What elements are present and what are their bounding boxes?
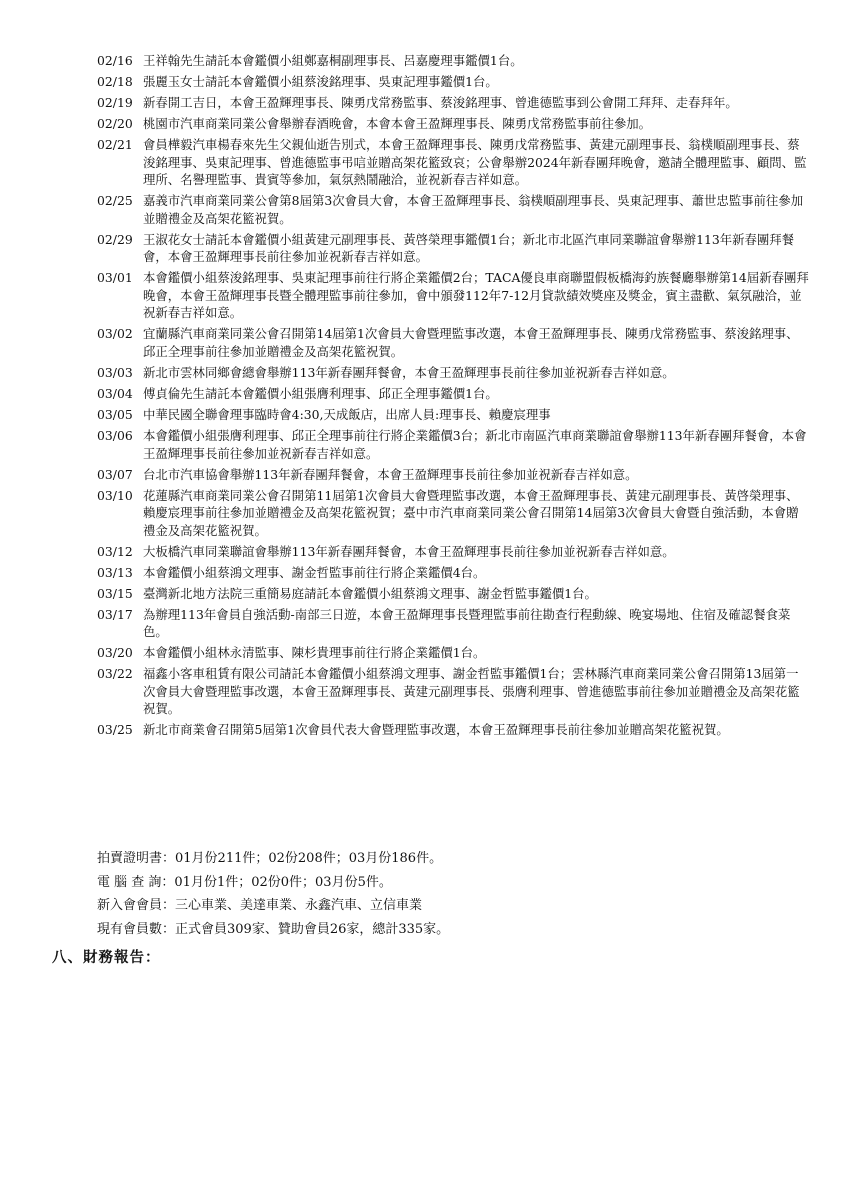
log-entry	[97, 73, 809, 91]
log-entry-text: 本會鑑價小組林永清監事、陳杉貴理事前往行將企業鑑價1台。	[143, 645, 486, 661]
log-entry	[97, 606, 809, 641]
log-entry-text: 王祥翰先生請託本會鑑價小組鄭嘉桐副理事長、呂嘉慶理事鑑價1台。	[143, 53, 523, 68]
log-entry-text: 桃園市汽車商業同業公會舉辦春酒晚會，本會本會王盈輝理事長、陳勇戊常務監事前往參加。	[143, 115, 652, 131]
log-entry-date: 03/07	[97, 466, 133, 482]
log-entry	[97, 466, 809, 484]
stat-line: 拍賣證明書：01月份211件；02份208件；03月份186件。	[97, 851, 443, 866]
log-entry-date: 02/29	[97, 231, 133, 247]
log-entry-date: 03/13	[97, 564, 133, 580]
statistics-summary	[97, 850, 809, 944]
section-heading-finance: 八、財務報告：	[52, 949, 161, 966]
log-entry	[97, 231, 809, 266]
log-entry-date: 03/03	[97, 365, 133, 381]
log-entry-date: 02/18	[97, 73, 133, 89]
log-entry	[97, 52, 809, 70]
log-entry-date: 03/20	[97, 645, 133, 661]
log-entry-date: 02/20	[97, 115, 133, 131]
log-entry-date: 03/17	[97, 606, 133, 622]
log-entry	[97, 269, 809, 322]
log-entry-text: 新春開工吉日，本會王盈輝理事長、陳勇戊常務監事、蔡浚銘理事、曾進德監事到公會開工拜拜、走春拜年。	[143, 94, 738, 110]
log-entry-text: 新北市商業會召開第5屆第1次會員代表大會暨理監事改選，本會王盈輝理事長前往參加並贈高架花籃祝賀。	[143, 722, 729, 738]
stat-line: 現有會員數：正式會員309家、贊助會員26家，總計335家。	[97, 921, 450, 937]
log-entry	[97, 427, 809, 462]
log-entry-text: 福鑫小客車租賃有限公司請託本會鑑價小組蔡鴻文理事、謝金哲監事鑑價1台；雲林縣汽車商業同業公會召開第13屆第一次會員大會暨理監事改選，本會王盈輝理事長、黃建元副理事長、張膺利理事、曾進德監事前往參加並贈禮金及高架花籃祝賀。	[143, 666, 800, 717]
log-entry-text: 花蓮縣汽車商業同業公會召開第11屆第1次會員大會暨理監事改選，本會王盈輝理事長、黃建元副理事長、黃啓榮理事、賴慶宸理事前往參加並贈禮金及高架花籃祝賀；臺中市汽車商業同業公會召開第14屆第3次會員大會暨自強活動，本會贈禮金及高架花籃祝賀。	[143, 487, 799, 538]
log-entry-date: 02/19	[97, 94, 133, 110]
log-entry	[97, 721, 809, 739]
log-entry	[97, 364, 809, 382]
log-entry	[97, 585, 809, 603]
log-entry-date: 03/22	[97, 666, 133, 682]
log-entry-text: 本會鑑價小組蔡鴻文理事、謝金哲監事前往行將企業鑑價4台。	[143, 564, 486, 580]
log-entry-text: 大板橋汽車同業聯誼會舉辦113年新春團拜餐會，本會王盈輝理事長前往參加並祝新春吉祥如意。	[143, 543, 675, 559]
log-entry-date: 03/12	[97, 543, 133, 559]
log-entry-date: 02/16	[97, 53, 133, 68]
log-entry-text: 本會鑑價小組張膺利理事、邱正全理事前往行將企業鑑價3台；新北市南區汽車商業聯誼會舉辦113年新春團拜餐會，本會王盈輝理事長前往參加並祝新春吉祥如意。	[143, 427, 807, 461]
log-entry-date: 03/05	[97, 406, 133, 422]
log-entry	[97, 192, 809, 227]
log-entry-text: 本會鑑價小組蔡浚銘理事、吳東記理事前往行將企業鑑價2台；TACA優良車商聯盟假板橋海釣族餐廳舉辦第14屆新春團拜晚會，本會王盈輝理事長暨全體理監事前往參加，會中頒發112年7-12月貸款績效獎座及獎金，賓主盡歡、氣氛融洽，並祝新春吉祥如意。	[143, 270, 809, 321]
log-entry-text: 會員樺毅汽車楊春來先生父親仙逝告別式，本會王盈輝理事長、陳勇戊常務監事、黃建元副理事長、翁樸順副理事長、蔡浚銘理事、吳東記理事、曾進德監事弔唁並贈高架花籃致哀；公會舉辦2024年新春團拜晚會，邀請全體理監事、顧問、監理所、名譽理監事、貴賓等參加，氣氛熱鬧融洽，並祝新春吉祥如意。	[143, 136, 807, 188]
log-entry	[97, 487, 809, 540]
stat-line: 電 腦 查 詢：01月份1件；02份0件；03月份5件。	[97, 874, 392, 890]
log-entry-text: 嘉義市汽車商業同業公會第8屆第3次會員大會，本會王盈輝理事長、翁樸順副理事長、吳東記理事、蕭世忠監事前往參加並贈禮金及高架花籃祝賀。	[143, 193, 804, 226]
log-entry	[97, 644, 809, 662]
log-entry-date: 03/25	[97, 722, 133, 738]
log-entry	[97, 325, 809, 360]
log-entry-text: 傅貞倫先生請託本會鑑價小組張膺利理事、邱正全理事鑑價1台。	[143, 386, 498, 401]
log-entry-text: 台北市汽車協會舉辦113年新春團拜餐會，本會王盈輝理事長前往參加並祝新春吉祥如意。	[143, 466, 638, 482]
log-entry-text: 宜蘭縣汽車商業同業公會召開第14屆第1次會員大會暨理監事改選，本會王盈輝理事長、陳勇戊常務監事、蔡浚銘理事、邱正全理事前往參加並贈禮金及高架花籃祝賀。	[143, 326, 799, 360]
log-entry-date: 03/15	[97, 585, 133, 601]
activity-log	[97, 52, 809, 742]
log-entry	[97, 543, 809, 561]
log-entry-text: 王淑花女士請託本會鑑價小組黃建元副理事長、黃啓榮理事鑑價1台；新北市北區汽車同業聯誼會舉辦113年新春團拜餐會，本會王盈輝理事長前往參加並祝新春吉祥如意。	[143, 231, 795, 265]
log-entry-date: 03/04	[97, 386, 133, 401]
log-entry-text: 中華民國全聯會理事臨時會4:30,天成飯店，出席人員:理事長、賴慶宸理事	[143, 406, 551, 422]
log-entry-date: 03/01	[97, 270, 133, 286]
log-entry-text: 為辦理113年會員自強活動-南部三日遊，本會王盈輝理事長暨理監事前往勘查行程動線、晚宴場地、住宿及確認餐食菜色。	[143, 606, 791, 640]
log-entry	[97, 406, 809, 424]
log-entry	[97, 94, 809, 112]
log-entry-date: 03/02	[97, 326, 133, 342]
stat-line: 新入會會員：三心車業、美達車業、永鑫汽車、立信車業	[97, 898, 423, 913]
log-entry-text: 張麗玉女士請託本會鑑價小組蔡浚銘理事、吳東記理事鑑價1台。	[143, 73, 498, 89]
log-entry-date: 02/21	[97, 136, 133, 152]
log-entry-date: 03/06	[97, 427, 133, 443]
log-entry	[97, 665, 809, 718]
log-entry-text: 臺灣新北地方法院三重簡易庭請託本會鑑價小組蔡鴻文理事、謝金哲監事鑑價1台。	[143, 585, 597, 601]
log-entry	[97, 385, 809, 403]
log-entry	[97, 136, 809, 189]
log-entry-text: 新北市雲林同鄉會總會舉辦113年新春團拜餐會，本會王盈輝理事長前往參加並祝新春吉祥如意。	[143, 365, 675, 381]
log-entry	[97, 564, 809, 582]
log-entry-date: 02/25	[97, 193, 133, 209]
log-entry	[97, 115, 809, 133]
log-entry-date: 03/10	[97, 487, 133, 503]
